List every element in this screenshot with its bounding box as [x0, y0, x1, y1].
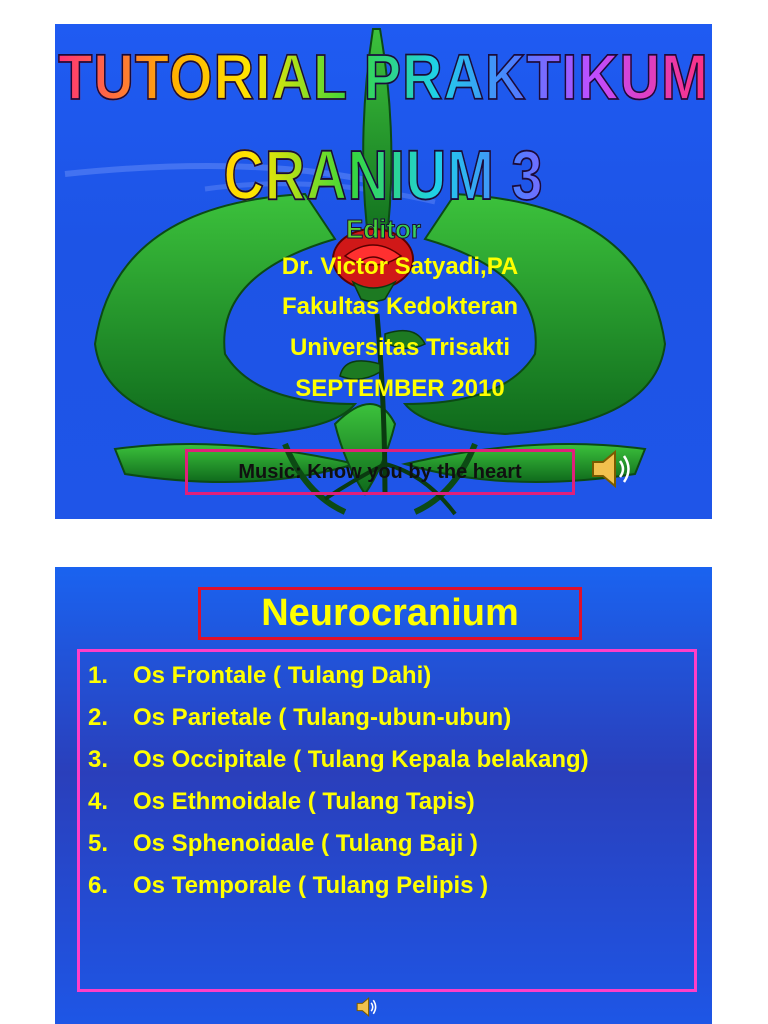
list-item-text: Os Parietale ( Tulang-ubun-ubun) [133, 704, 512, 731]
credit-author: Dr. Victor Satyadi,PA [281, 253, 519, 280]
title-line-2: CRANIUM 3 [55, 134, 712, 215]
credit-date: SEPTEMBER 2010 [295, 375, 505, 402]
music-caption: Music: Know you by the heart [238, 460, 522, 483]
list-item-number: 1. [88, 662, 109, 689]
slide-heading: Neurocranium [261, 592, 519, 634]
title-line-1: TUTORIAL PRAKTIKUM [55, 39, 712, 114]
speaker-icon[interactable] [353, 994, 379, 1020]
title-slide [55, 24, 712, 519]
speaker-icon[interactable] [585, 444, 635, 494]
list-item-number: 2. [88, 704, 109, 731]
list-item [88, 744, 589, 786]
list-item-number: 5. [88, 830, 109, 857]
list-item [88, 828, 589, 870]
credit-faculty: Fakultas Kedokteran [281, 293, 519, 320]
list-item-number: 6. [88, 872, 109, 899]
bone-list [88, 660, 589, 912]
list-item-text: Os Frontale ( Tulang Dahi) [133, 662, 432, 689]
list-item-number: 3. [88, 746, 109, 773]
list-item-text: Os Occipitale ( Tulang Kepala belakang) [133, 746, 589, 773]
list-item [88, 702, 589, 744]
music-caption-box [185, 449, 575, 495]
list-item-text: Os Sphenoidale ( Tulang Baji ) [133, 830, 478, 857]
list-item-number: 4. [88, 788, 109, 815]
list-item [88, 870, 589, 912]
credit-university: Universitas Trisakti [289, 334, 511, 361]
editor-label: Editor [55, 214, 712, 245]
neurocranium-slide [55, 567, 712, 1024]
list-item [88, 660, 589, 702]
list-item [88, 786, 589, 828]
bone-list-box [77, 649, 697, 992]
heading-box [198, 587, 582, 640]
list-item-text: Os Temporale ( Tulang Pelipis ) [133, 872, 489, 899]
list-item-text: Os Ethmoidale ( Tulang Tapis) [133, 788, 475, 815]
